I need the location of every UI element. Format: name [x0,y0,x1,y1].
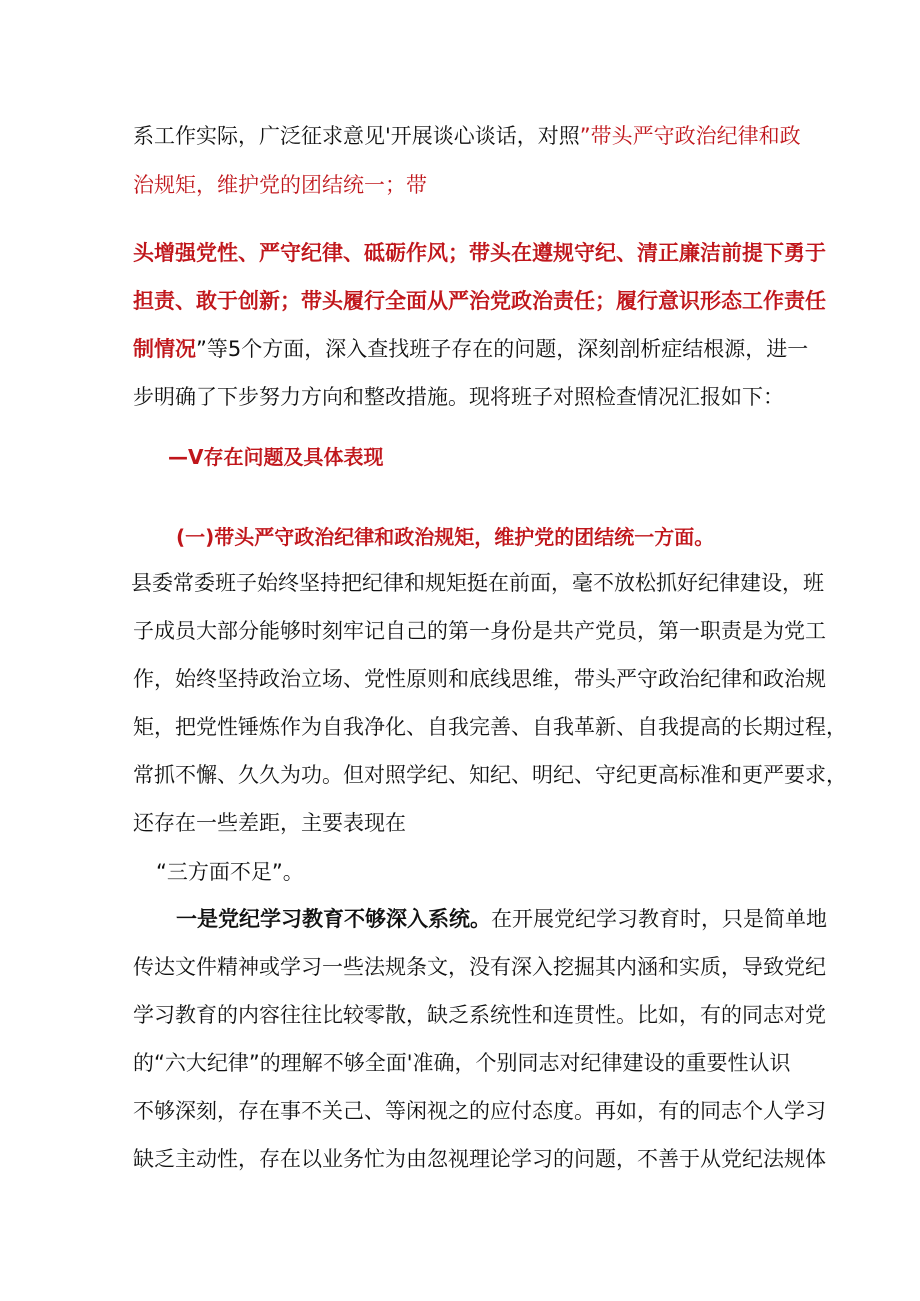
three-shortfalls: “三方面不足”。 [156,860,304,884]
intro-line-2: 治规矩，维护党的团结统一；带 [133,173,427,197]
intro-text: ”等5个方面，深入查找班子存在的问题，深刻剖析症结根源，进一 [196,337,809,361]
body-line: 传达文件精神或学习一些法规条文，没有深入挖掘其内涵和实质，导致党纪 [133,955,826,979]
body-line: 矩，把党性锤炼作为自我净化、自我完善、自我革新、自我提高的长期过程， [133,715,847,739]
body-line: 县委常委班子始终坚持把纪律和规矩挺在前面，毫不放松抓好纪律建设，班 [131,571,824,595]
quoted-criteria-end: 制情况 [133,337,196,361]
intro-line-4: 担责、敢于创新；带头履行全面从严治党政治责任；履行意识形态工作责任 [133,289,826,313]
quoted-criteria: ”带头严守政治纪律和政 [579,124,801,148]
body-line: 作，始终坚持政治立场、党性原则和底线思维，带头严守政治纪律和政治规 [133,667,826,691]
point-1-text: 在开展党纪学习教育时，只是简单地 [491,907,827,931]
intro-line-5 [133,334,808,364]
intro-line-1 [133,121,801,151]
intro-line-6: 步明确了下步努力方向和整改措施。现将班子对照检查情况汇报如下： [133,385,784,409]
body-line: 的“六大纪律”的理解不够全面'准确，个别同志对纪律建设的重要性认识 [133,1051,791,1075]
point-1-lead: 一是党纪学习教育不够深入系统。 [176,907,491,931]
body-line: 还存在一些差距，主要表现在 [133,811,406,835]
intro-line-3: 头增强党性、严守纪律、砥砺作风；带头在遵规守纪、清正廉洁前提下勇于 [133,241,826,265]
body-line: 子成员大部分能够时刻牢记自己的第一身份是共产党员，第一职责是为党工 [133,619,826,643]
body-line: 缺乏主动性，存在以业务忙为由忽视理论学习的问题，不善于从党纪法规体 [133,1147,826,1171]
point-1-first-line [176,904,827,934]
section-heading: —V存在问题及具体表现 [168,445,384,469]
intro-text: 系工作实际，广泛征求意见'开展谈心谈话，对照 [133,124,580,148]
sub-heading: (一)带头严守政治纪律和政治规矩，维护党的团结统一方面。 [176,525,715,549]
body-line: 不够深刻，存在事不关己、等闲视之的应付态度。再如，有的同志个人学习 [133,1099,826,1123]
body-line: 常抓不懈、久久为功。但对照学纪、知纪、明纪、守纪更高标准和更严要求， [133,763,847,787]
body-line: 学习教育的内容往往比较零散，缺乏系统性和连贯性。比如，有的同志对党 [133,1003,826,1027]
